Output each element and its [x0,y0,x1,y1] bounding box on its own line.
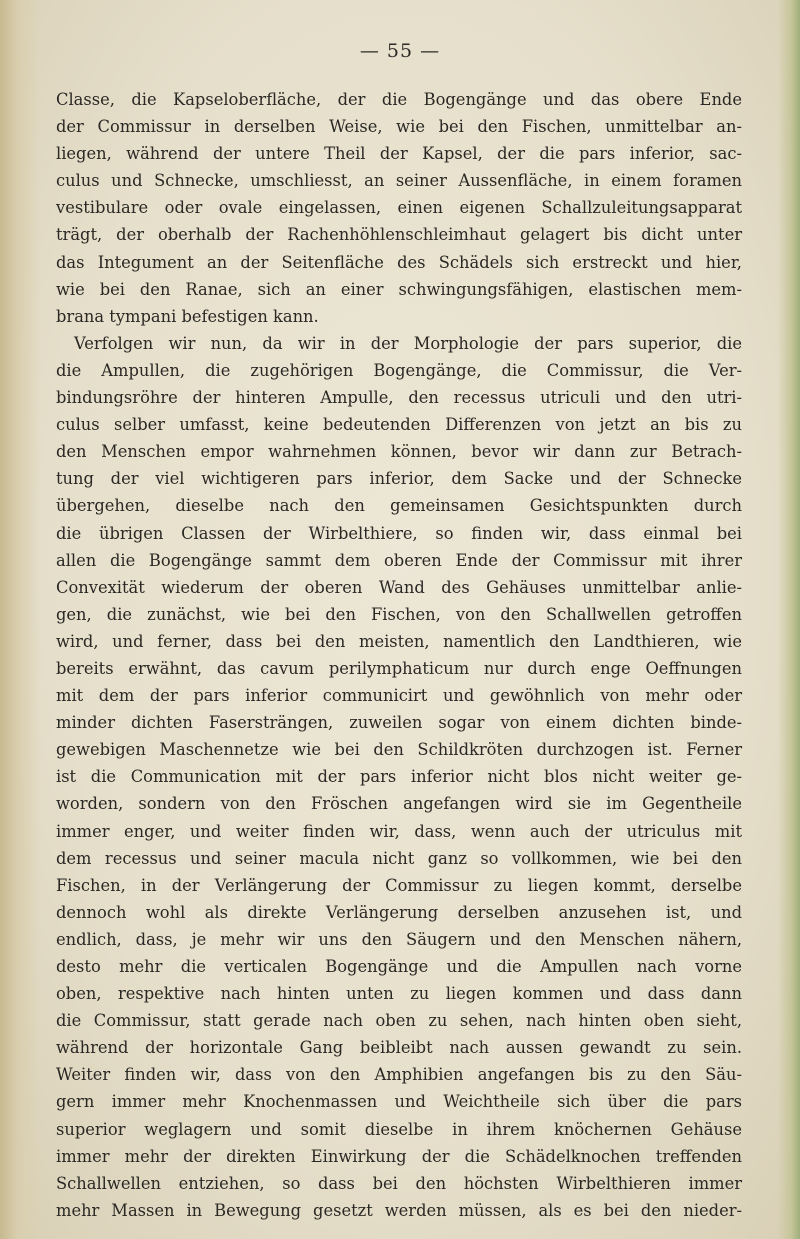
text-line: bindungsröhre der hinteren Ampulle, den recessus utriculi und den utri- [56,388,742,408]
text-line: die Ampullen, die zugehörigen Bogengänge, die Commissur, die Ver- [56,360,742,380]
text-line: desto mehr die verticalen Bogengänge und die Ampullen nach vorne [56,957,742,976]
text-line: liegen, während der untere Theil der Kapsel, der die pars inferior, sac- [56,144,742,164]
text-line: culus und Schnecke, umschliesst, an seiner Aussenfläche, in einem foramen [56,171,742,191]
text-line: ist die Communication mit der pars inferior nicht blos nicht weiter ge- [56,767,742,787]
text-line: immer mehr der direkten Einwirkung der die Schädelknochen treffenden [56,1146,742,1166]
text-line: mehr Massen in Bewegung gesetzt werden müssen, als es bei den nieder- [56,1200,742,1220]
text-line: culus selber umfasst, keine bedeutenden Differenzen von jetzt an bis zu [56,415,742,435]
body-text [56,86,742,1224]
text-line: mit dem der pars inferior communicirt und gewöhnlich von mehr oder [56,686,742,706]
text-line: Fischen, in der Verlängerung der Commissur zu liegen kommt, derselbe [56,875,742,895]
text-line: wird, und ferner, dass bei den meisten, namentlich den Landthieren, wie [56,631,742,651]
text-line: endlich, dass, je mehr wir uns den Säugern und den Menschen nähern, [56,929,742,949]
text-line: während der horizontale Gang beibleibt nach aussen gewandt zu sein. [56,1038,742,1058]
text-line: die übrigen Classen der Wirbelthiere, so finden wir, dass einmal bei [56,523,742,543]
text-line: die Commissur, statt gerade nach oben zu sehen, nach hinten oben sieht, [56,1011,742,1031]
text-line: wie bei den Ranae, sich an einer schwingungsfähigen, elastischen mem- [56,279,742,299]
text-line: Classe, die Kapseloberfläche, der die Bogengänge und das obere Ende [56,90,742,109]
text-line: gern immer mehr Knochenmassen und Weichtheile sich über die pars [56,1092,742,1112]
text-line: übergehen, dieselbe nach den gemeinsamen Gesichtspunkten durch [56,496,742,516]
text-line: gen, die zunächst, wie bei den Fischen, von den Schallwellen getroffen [56,604,742,624]
text-line: vestibulare oder ovale eingelassen, einen eigenen Schallzuleitungsapparat [56,198,742,218]
page-edge-right [778,0,800,1239]
text-line: oben, respektive nach hinten unten zu liegen kommen und dass dann [56,984,742,1004]
text-line: gewebigen Maschennetze wie bei den Schildkröten durchzogen ist. Ferner [56,740,742,760]
text-line: bereits erwähnt, das cavum perilymphaticum nur durch enge Oeffnungen [56,658,742,678]
text-line: trägt, der oberhalb der Rachenhöhlenschleimhaut gelagert bis dicht unter [56,225,742,245]
page-number: — 55 — [359,40,441,62]
text-line: allen die Bogengänge sammt dem oberen Ende der Commissur mit ihrer [56,550,742,570]
page-shadow-left [0,0,40,1239]
text-line: immer enger, und weiter finden wir, dass, wenn auch der utriculus mit [56,821,742,841]
text-line: Convexität wiederum der oberen Wand des Gehäuses unmittelbar anlie- [56,577,742,597]
text-line: den Menschen empor wahrnehmen können, bevor wir dann zur Betrach- [56,442,742,462]
text-line: der Commissur in derselben Weise, wie bei den Fischen, unmittelbar an- [56,117,742,137]
text-line: das Integument an der Seitenfläche des Schädels sich erstreckt und hier, [56,252,742,272]
text-line: Schallwellen entziehen, so dass bei den höchsten Wirbelthieren immer [56,1173,742,1193]
text-line: tung der viel wichtigeren pars inferior, dem Sacke und der Schnecke [56,469,742,489]
text-line: minder dichten Fasersträngen, zuweilen sogar von einem dichten binde- [56,713,742,733]
text-line: dennoch wohl als direkte Verlängerung derselben anzusehen ist, und [56,902,742,922]
text-line: Verfolgen wir nun, da wir in der Morphologie der pars superior, die [74,333,742,353]
text-line: dem recessus und seiner macula nicht ganz so vollkommen, wie bei den [56,848,742,868]
text-line: brana tympani befestigen kann. [56,306,319,326]
text-line: Weiter finden wir, dass von den Amphibien angefangen bis zu den Säu- [56,1065,742,1085]
text-line: worden, sondern von den Fröschen angefangen wird sie im Gegentheile [56,794,742,814]
text-line: superior weglagern und somit dieselbe in ihrem knöchernen Gehäuse [56,1119,742,1139]
